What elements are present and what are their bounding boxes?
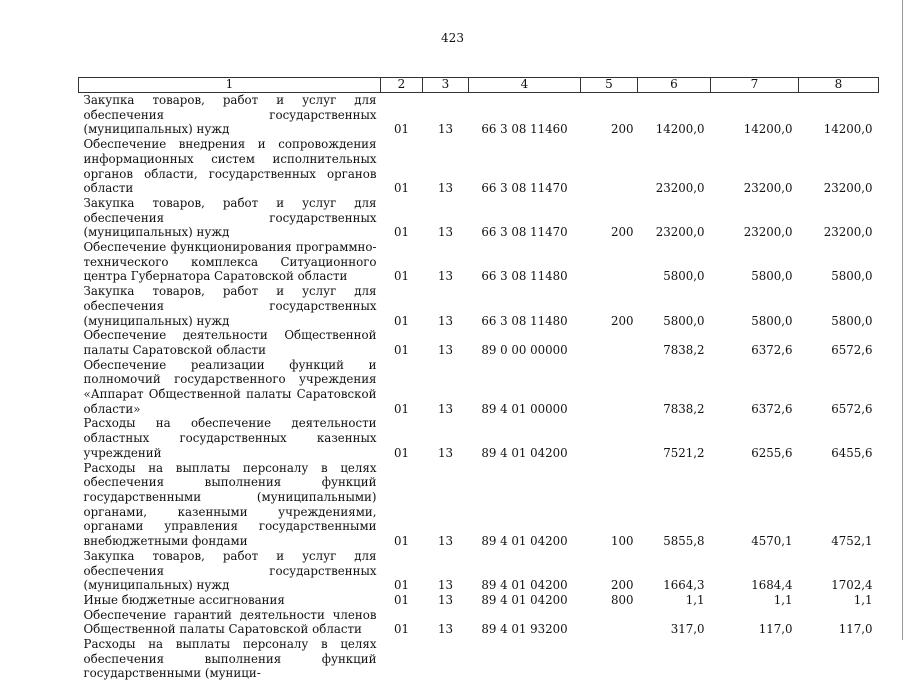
- expense-name: Иные бюджетные ассигнования: [79, 593, 381, 608]
- amount-col-6: 7838,2: [638, 358, 711, 417]
- table-row: [79, 328, 879, 357]
- target-article-code: 89 4 01 04200: [469, 416, 581, 460]
- section-code: 01: [381, 593, 423, 608]
- amount-col-8: 14200,0: [799, 93, 879, 138]
- expense-name: Расходы на обеспечение деятельности областных государственных казенных учреждений: [79, 416, 381, 460]
- subsection-code: 13: [423, 328, 469, 357]
- section-code: 01: [381, 358, 423, 417]
- subsection-code: 13: [423, 284, 469, 328]
- amount-col-7: 1684,4: [711, 549, 799, 593]
- table-row: [79, 137, 879, 196]
- target-article-code: 89 4 01 93200: [469, 608, 581, 637]
- amount-col-7: 5800,0: [711, 240, 799, 284]
- target-article-code: 89 4 01 04200: [469, 593, 581, 608]
- expense-type-code: [581, 416, 638, 460]
- amount-col-7: 6372,6: [711, 358, 799, 417]
- table-row: [79, 593, 879, 608]
- amount-col-6: 7521,2: [638, 416, 711, 460]
- expense-type-code: [581, 240, 638, 284]
- amount-col-7: 6372,6: [711, 328, 799, 357]
- column-header-4: 4: [469, 78, 581, 93]
- amount-col-7: 23200,0: [711, 196, 799, 240]
- expense-name: Закупка товаров, работ и услуг для обеспечения государственных (муниципальных) нужд: [79, 196, 381, 240]
- column-header-6: 6: [638, 78, 711, 93]
- expense-name: Обеспечение реализации функций и полномочий государственного учреждения «Аппарат Общественной палаты Саратовской области»: [79, 358, 381, 417]
- amount-col-8: 23200,0: [799, 196, 879, 240]
- section-code: 01: [381, 328, 423, 357]
- expense-name: Закупка товаров, работ и услуг для обеспечения государственных (муниципальных) нужд: [79, 284, 381, 328]
- expense-name: Обеспечение функционирования программно-технического комплекса Ситуационного центра Губернатора Саратовской области: [79, 240, 381, 284]
- page-edge: [902, 0, 903, 640]
- expense-type-code: [581, 358, 638, 417]
- expense-type-code: 200: [581, 196, 638, 240]
- amount-col-8: 1,1: [799, 593, 879, 608]
- target-article-code: 89 4 01 04200: [469, 461, 581, 549]
- amount-col-6: 317,0: [638, 608, 711, 637]
- amount-col-7: 117,0: [711, 608, 799, 637]
- expense-type-code: 200: [581, 93, 638, 138]
- budget-table: [78, 77, 879, 684]
- empty-cell: [711, 637, 799, 684]
- table-row-continued: [79, 637, 879, 684]
- amount-col-8: 23200,0: [799, 137, 879, 196]
- page-number: 423: [0, 31, 905, 45]
- expense-type-code: 200: [581, 284, 638, 328]
- target-article-code: 66 3 08 11480: [469, 240, 581, 284]
- amount-col-6: 23200,0: [638, 196, 711, 240]
- expense-name: Расходы на выплаты персоналу в целях обеспечения выполнения функций государственными (муниципальными) органами, казенными учреждениями, органами управления государственными внебюджетными фондами: [79, 461, 381, 549]
- amount-col-6: 5800,0: [638, 284, 711, 328]
- amount-col-8: 5800,0: [799, 240, 879, 284]
- amount-col-7: 4570,1: [711, 461, 799, 549]
- section-code: 01: [381, 549, 423, 593]
- section-code: 01: [381, 284, 423, 328]
- amount-col-8: 6572,6: [799, 328, 879, 357]
- expense-type-code: 200: [581, 549, 638, 593]
- table-row: [79, 93, 879, 138]
- amount-col-7: 14200,0: [711, 93, 799, 138]
- table-body: [79, 93, 879, 684]
- amount-col-8: 117,0: [799, 608, 879, 637]
- target-article-code: 66 3 08 11460: [469, 93, 581, 138]
- table-row: [79, 240, 879, 284]
- empty-cell: [423, 637, 469, 684]
- subsection-code: 13: [423, 593, 469, 608]
- column-header-7: 7: [711, 78, 799, 93]
- target-article-code: 89 4 01 00000: [469, 358, 581, 417]
- section-code: 01: [381, 608, 423, 637]
- amount-col-8: 4752,1: [799, 461, 879, 549]
- amount-col-8: 1702,4: [799, 549, 879, 593]
- table-row: [79, 416, 879, 460]
- expense-type-code: [581, 328, 638, 357]
- expense-name: Обеспечение деятельности Общественной палаты Саратовской области: [79, 328, 381, 357]
- table-row: [79, 608, 879, 637]
- amount-col-6: 5800,0: [638, 240, 711, 284]
- amount-col-8: 5800,0: [799, 284, 879, 328]
- section-code: 01: [381, 93, 423, 138]
- table-header-row: [79, 78, 879, 93]
- section-code: 01: [381, 461, 423, 549]
- section-code: 01: [381, 137, 423, 196]
- amount-col-6: 1,1: [638, 593, 711, 608]
- expense-type-code: [581, 608, 638, 637]
- target-article-code: 89 0 00 00000: [469, 328, 581, 357]
- empty-cell: [799, 637, 879, 684]
- expense-type-code: 800: [581, 593, 638, 608]
- subsection-code: 13: [423, 93, 469, 138]
- table-row: [79, 549, 879, 593]
- empty-cell: [469, 637, 581, 684]
- subsection-code: 13: [423, 549, 469, 593]
- expense-type-code: [581, 137, 638, 196]
- amount-col-7: 6255,6: [711, 416, 799, 460]
- section-code: 01: [381, 196, 423, 240]
- target-article-code: 89 4 01 04200: [469, 549, 581, 593]
- section-code: 01: [381, 240, 423, 284]
- target-article-code: 66 3 08 11480: [469, 284, 581, 328]
- subsection-code: 13: [423, 137, 469, 196]
- column-header-5: 5: [581, 78, 638, 93]
- expense-type-code: 100: [581, 461, 638, 549]
- empty-cell: [381, 637, 423, 684]
- amount-col-6: 1664,3: [638, 549, 711, 593]
- column-header-2: 2: [381, 78, 423, 93]
- amount-col-6: 7838,2: [638, 328, 711, 357]
- section-code: 01: [381, 416, 423, 460]
- column-header-1: 1: [79, 78, 381, 93]
- expense-name-continued: Расходы на выплаты персоналу в целях обеспечения выполнения функций государственными (муници-: [79, 637, 381, 684]
- table-row: [79, 196, 879, 240]
- column-header-3: 3: [423, 78, 469, 93]
- amount-col-6: 14200,0: [638, 93, 711, 138]
- table-row: [79, 284, 879, 328]
- empty-cell: [638, 637, 711, 684]
- empty-cell: [581, 637, 638, 684]
- target-article-code: 66 3 08 11470: [469, 137, 581, 196]
- subsection-code: 13: [423, 240, 469, 284]
- amount-col-7: 1,1: [711, 593, 799, 608]
- column-header-8: 8: [799, 78, 879, 93]
- target-article-code: 66 3 08 11470: [469, 196, 581, 240]
- amount-col-7: 5800,0: [711, 284, 799, 328]
- amount-col-6: 23200,0: [638, 137, 711, 196]
- subsection-code: 13: [423, 608, 469, 637]
- subsection-code: 13: [423, 196, 469, 240]
- amount-col-6: 5855,8: [638, 461, 711, 549]
- expense-name: Обеспечение гарантий деятельности членов Общественной палаты Саратовской области: [79, 608, 381, 637]
- subsection-code: 13: [423, 416, 469, 460]
- table-row: [79, 461, 879, 549]
- amount-col-7: 23200,0: [711, 137, 799, 196]
- expense-name: Закупка товаров, работ и услуг для обеспечения государственных (муниципальных) нужд: [79, 93, 381, 138]
- subsection-code: 13: [423, 358, 469, 417]
- amount-col-8: 6455,6: [799, 416, 879, 460]
- expense-name: Обеспечение внедрения и сопровождения информационных систем исполнительных органов области, государственных органов области: [79, 137, 381, 196]
- subsection-code: 13: [423, 461, 469, 549]
- expense-name: Закупка товаров, работ и услуг для обеспечения государственных (муниципальных) нужд: [79, 549, 381, 593]
- table-row: [79, 358, 879, 417]
- amount-col-8: 6572,6: [799, 358, 879, 417]
